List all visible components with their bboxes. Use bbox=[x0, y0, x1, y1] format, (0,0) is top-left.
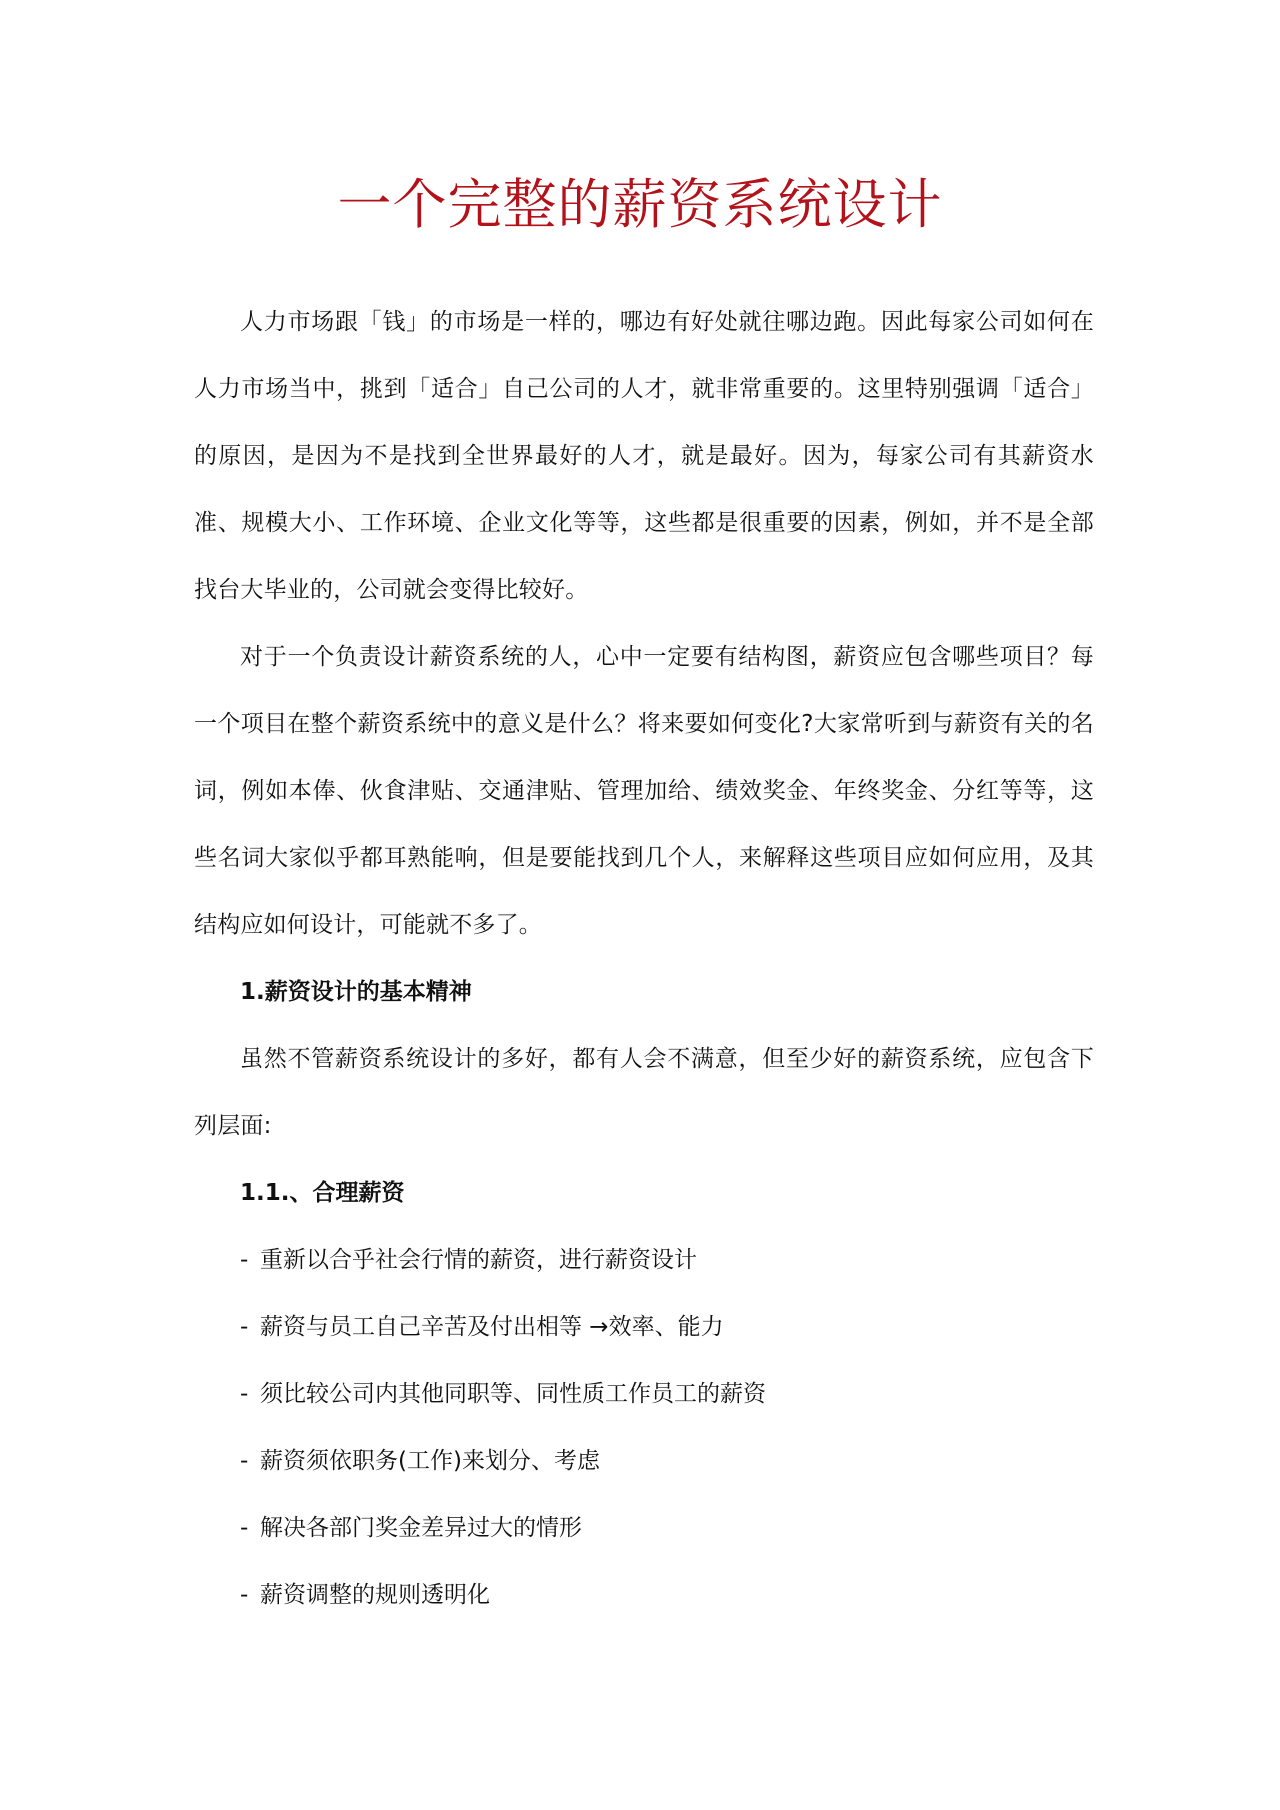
intro-paragraph: 人力市场跟「钱」的市场是一样的，哪边有好处就往哪边跑。因此每家公司如何在人力市场当中，挑到「适合」自己公司的人才，就非常重要的。这里特别强调「适合」的原因，是因为不是找到全世界最好的人才，就是最好。因为，每家公司有其薪资水准、规模大小、工作环境、企业文化等等，这些都是很重要的因素，例如，并不是全部找台大毕业的，公司就会变得比较好。 bbox=[194, 309, 1094, 603]
dash-bullet: - bbox=[240, 1448, 249, 1474]
list-item bbox=[194, 1428, 1094, 1495]
list-item bbox=[194, 1562, 1094, 1629]
list-item-text: 薪资调整的规则透明化 bbox=[260, 1582, 490, 1608]
dash-bullet: - bbox=[240, 1381, 249, 1407]
list-item bbox=[194, 1361, 1094, 1428]
dash-bullet: - bbox=[240, 1515, 249, 1541]
section-intro-paragraph: 虽然不管薪资系统设计的多好，都有人会不满意，但至少好的薪资系统，应包含下列层面: bbox=[194, 1046, 1094, 1139]
dash-bullet: - bbox=[240, 1247, 249, 1273]
list-item-text: 重新以合乎社会行情的薪资，进行薪资设计 bbox=[260, 1247, 697, 1273]
list-item-text: 薪资须依职务(工作)来划分、考虑 bbox=[260, 1448, 600, 1474]
dash-bullet: - bbox=[240, 1582, 249, 1608]
dash-bullet: - bbox=[240, 1314, 249, 1340]
list-item-text: 须比较公司内其他同职等、同性质工作员工的薪资 bbox=[260, 1381, 766, 1407]
list-item-text: 解决各部门奖金差异过大的情形 bbox=[260, 1515, 582, 1541]
list-item bbox=[194, 1495, 1094, 1562]
list-item-text: 薪资与员工自己辛苦及付出相等 →效率、能力 bbox=[260, 1314, 724, 1340]
structure-paragraph: 对于一个负责设计薪资系统的人，心中一定要有结构图，薪资应包含哪些项目？每一个项目在整个薪资系统中的意义是什么？将来要如何变化?大家常听到与薪资有关的名词，例如本俸、伙食津贴、交通津贴、管理加给、绩效奖金、年终奖金、分红等等，这些名词大家似乎都耳熟能响，但是要能找到几个人，来解释这些项目应如何应用，及其结构应如何设计，可能就不多了。 bbox=[194, 644, 1094, 938]
subsection-heading-reasonable-salary: 1.1.、合理薪资 bbox=[240, 1180, 405, 1206]
list-item bbox=[194, 1227, 1094, 1294]
section-heading-basic-spirit: 1.薪资设计的基本精神 bbox=[240, 979, 472, 1005]
document-body bbox=[194, 289, 1094, 1629]
bullet-list bbox=[194, 1227, 1094, 1629]
document-title: 一个完整的薪资系统设计 bbox=[337, 173, 943, 236]
list-item bbox=[194, 1294, 1094, 1361]
